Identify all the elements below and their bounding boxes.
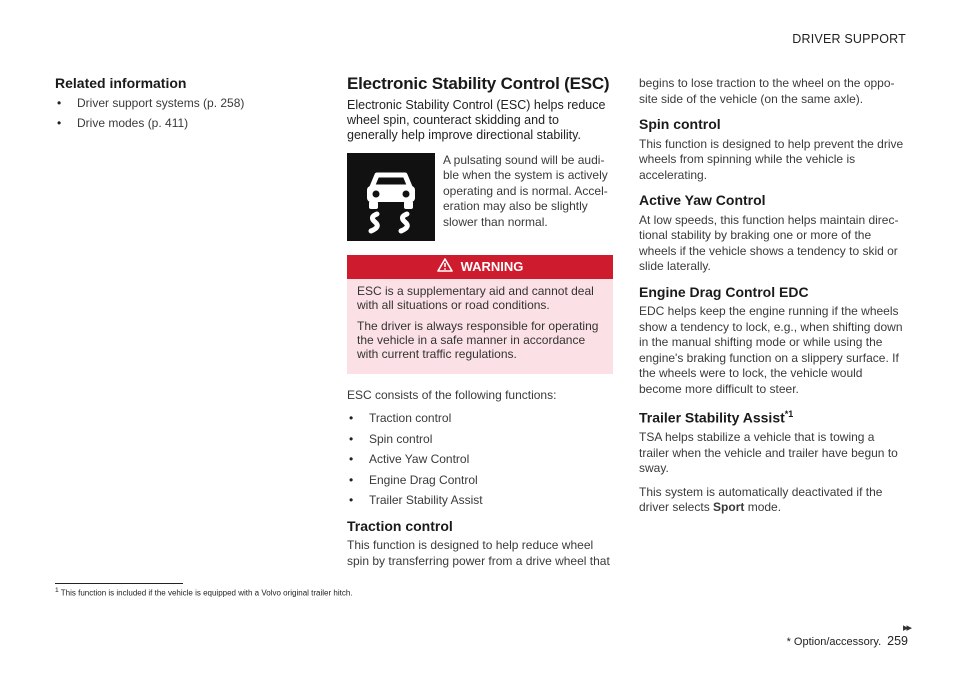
warning-text-2: The driver is always responsible for operating the vehicle in a safe manner in accordance with current traffic regulations. xyxy=(357,318,599,361)
spin-heading: Spin control xyxy=(639,116,721,132)
option-note: * Option/accessory. xyxy=(786,636,882,648)
warning-text-1: ESC is a supplementary aid and cannot deal with all situations or road conditions. xyxy=(357,283,594,312)
footnote: $^1$ This function is included if the vehicle is equipped with a Volvo original trailer hitch. xyxy=(55,587,353,598)
icon-description: A pulsating sound will be audi-ble when the system is actively operating and is normal. Accel-eration may also be slightly slower than normal. xyxy=(443,152,608,229)
warning-header xyxy=(347,255,613,279)
footnote-divider xyxy=(55,583,183,584)
tsa-heading: Trailer Stability Assist$^{*1}$ xyxy=(639,409,794,426)
next-page-icon[interactable]: ▸▸ xyxy=(902,622,910,634)
esc-function-list xyxy=(347,411,613,509)
warning-title: WARNING xyxy=(460,258,524,274)
list-item: • Engine Drag Control xyxy=(349,472,478,487)
yaw-heading: Active Yaw Control xyxy=(639,192,766,208)
esc-column xyxy=(347,76,613,569)
traction-heading: Traction control xyxy=(347,517,453,534)
esc-intro: Electronic Stability Control (ESC) helps reduce wheel spin, counteract skidding and to generally help improve directional stability. xyxy=(347,97,606,142)
list-item: • Traction control xyxy=(349,411,452,425)
tsa-text: TSA helps stabilize a vehicle that is towing a trailer when the vehicle and trailer have begun to sway. xyxy=(639,430,898,476)
warning-triangle-icon xyxy=(437,258,453,276)
list-item: • Spin control xyxy=(349,431,433,446)
related-link-1[interactable]: • Driver support systems (p. 258) xyxy=(57,95,245,110)
section-header: DRIVER SUPPORT xyxy=(792,32,906,46)
related-information xyxy=(55,76,305,137)
drag-text: EDC helps keep the engine running if the wheels show a tendency to lock, e.g., when shifting down in the manual shifting mode or while using the engine's braking function on a slippery surface. If the wheels were to lock, the vehicle would become more difficult to steer. xyxy=(639,304,903,396)
footnote-ref[interactable]: *1 xyxy=(784,409,794,419)
drag-heading: Engine Drag Control EDC xyxy=(639,283,809,300)
related-heading: Related information xyxy=(55,75,187,91)
traction-text: This function is designed to help reduce wheel spin by transferring power from a drive wheel that xyxy=(347,538,610,568)
related-link-2[interactable]: • Drive modes (p. 411) xyxy=(57,116,189,130)
traction-text-continued: begins to lose traction to the wheel on the oppo-site side of the vehicle (on the same axle). xyxy=(639,76,895,106)
yaw-text: At low speeds, this function helps maintain direc-tional stability by braking one or more of the wheels if the vehicle shows a tendency to skid or slide laterally. xyxy=(639,212,899,273)
spin-text: This function is designed to help prevent the drive wheels from spinning while the vehicle is accelerating. xyxy=(639,136,904,182)
esc-consists: ESC consists of the following functions: xyxy=(347,387,557,402)
list-item: • Active Yaw Control xyxy=(349,452,470,466)
warning-box xyxy=(347,255,613,374)
list-item: • Trailer Stability Assist xyxy=(349,493,483,507)
tsa-deactivation: This system is automatically deactivated if the driver selects Sport mode. xyxy=(639,484,883,515)
page-footer xyxy=(787,634,908,648)
functions-column xyxy=(639,76,905,524)
esc-title: Electronic Stability Control (ESC) xyxy=(347,74,610,93)
page-number: 259 xyxy=(887,634,908,648)
skid-car-icon xyxy=(347,153,435,241)
